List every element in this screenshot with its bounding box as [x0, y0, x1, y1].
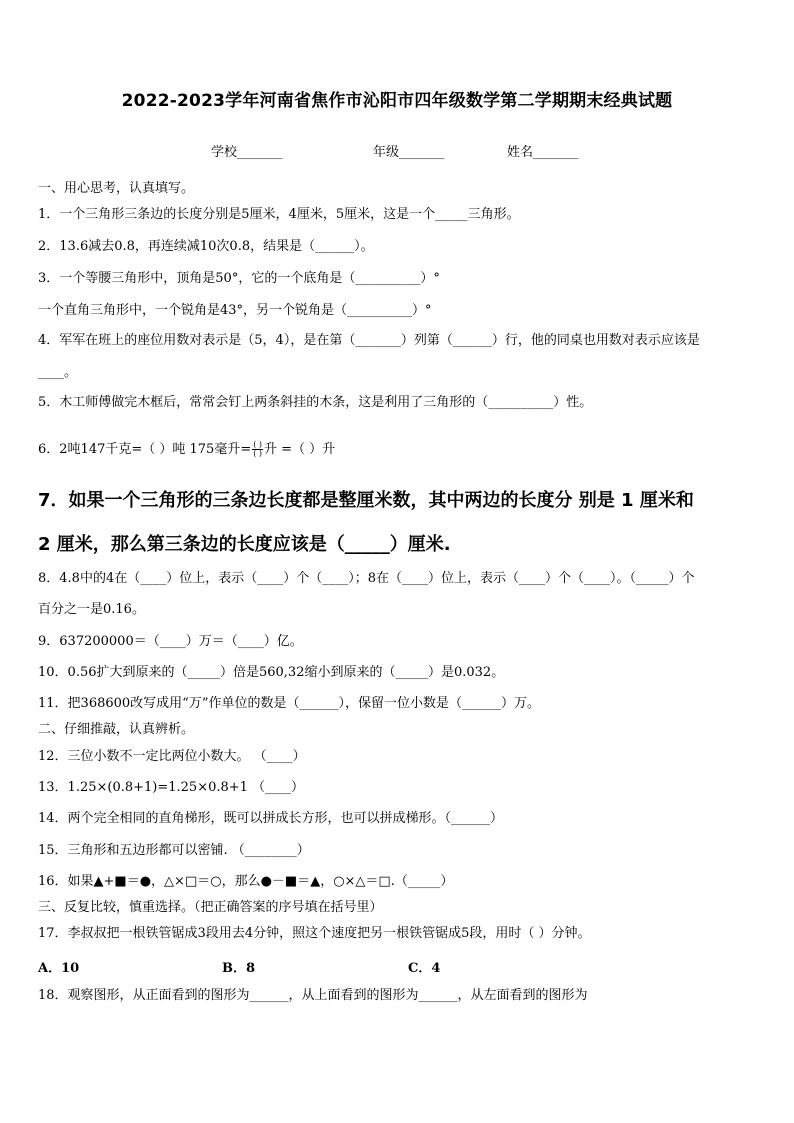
question-5: 5．木工师傅做完木框后，常常会钉上两条斜挂的木条，这是利用了三角形的（__________）性。	[38, 395, 593, 410]
question-8b: 百分之一是0.16。	[38, 602, 145, 617]
section-heading-3: 三、反复比较，慎重选择。（把正确答案的序号填在括号里）	[38, 900, 383, 915]
school-field: 学校_______	[211, 145, 283, 160]
question-2: 2．13.6减去0.8，再连续减10次0.8，结果是（______）。	[38, 239, 374, 254]
question-10: 10．0.56扩大到原来的（_____）倍是560,32缩小到原来的（_____）是0.032。	[38, 665, 505, 680]
question-8a: 8．4.8中的4在（____）位上，表示（____）个（____）；8在（____）位上，表示（____）个（____）。（_____）个	[38, 571, 695, 586]
question-18: 18．观察图形，从正面看到的图形为______，从上面看到的图形为______，从左面看到的图形为	[38, 988, 588, 1003]
name-field: 姓名_______	[507, 145, 579, 160]
grade-field: 年级_______	[373, 145, 445, 160]
page-title: 2022-2023学年河南省焦作市沁阳市四年级数学第二学期期末经典试题	[121, 91, 673, 111]
section-heading-2: 二、仔细推敲，认真辨析。	[38, 722, 195, 737]
question-15: 15．三角形和五边形都可以密铺. （________）	[38, 843, 310, 858]
question-9: 9．637200000＝（____）万＝（____）亿。	[38, 634, 303, 649]
section-heading-1: 一、用心思考，认真填写。	[38, 181, 195, 196]
question-17: 17．李叔叔把一根铁管锯成3段用去4分钟，照这个速度把另一根铁管锯成5段，用时（ ）分钟。	[38, 926, 591, 941]
question-6-fraction	[252, 441, 263, 458]
question-12: 12．三位小数不一定比两位小数大。 （____）	[38, 749, 306, 764]
question-3a: 3．一个等腰三角形中，顶角是50°，它的一个底角是（__________）°	[38, 271, 440, 286]
question-7a: 7．如果一个三角形的三条边长度都是整厘米数，其中两边的长度分 别是 1 厘米和	[38, 490, 694, 511]
fraction-denominator: ( )	[253, 449, 263, 458]
question-16: 16．如果▲+■＝●，△×□＝○，那么●－■＝▲，○×△＝□.（_____）	[38, 874, 454, 889]
question-4a: 4．军军在班上的座位用数对表示是（5，4），是在第（_______）列第（______）行，他的同桌也用数对表示应该是	[38, 333, 700, 348]
option-a: A．10	[38, 961, 80, 976]
question-6-part-b: 升 =（ ）升	[264, 442, 336, 457]
option-c: C．4	[408, 961, 441, 976]
question-6-part-a: 6．2吨147千克=（ ）吨 175毫升=	[38, 442, 252, 457]
question-6	[38, 441, 768, 458]
option-b: B．8	[222, 961, 256, 976]
question-13: 13．1.25×(0.8+1)=1.25×0.8+1 （____）	[38, 780, 305, 795]
fraction-numerator: ( )	[253, 440, 263, 449]
question-3b: 一个直角三角形中，一个锐角是43°，另一个锐角是（__________）°	[38, 303, 432, 318]
question-7b: 2 厘米，那么第三条边的长度应该是（_____）厘米.	[38, 534, 451, 555]
question-1: 1．一个三角形三条边的长度分别是5厘米，4厘米，5厘米，这是一个_____三角形。	[38, 207, 520, 222]
question-4b: ____。	[38, 365, 78, 380]
question-14: 14．两个完全相同的直角梯形，既可以拼成长方形，也可以拼成梯形。（______）	[38, 811, 504, 826]
question-11: 11．把368600改写成用“万”作单位的数是（______），保留一位小数是（______）万。	[38, 696, 540, 711]
